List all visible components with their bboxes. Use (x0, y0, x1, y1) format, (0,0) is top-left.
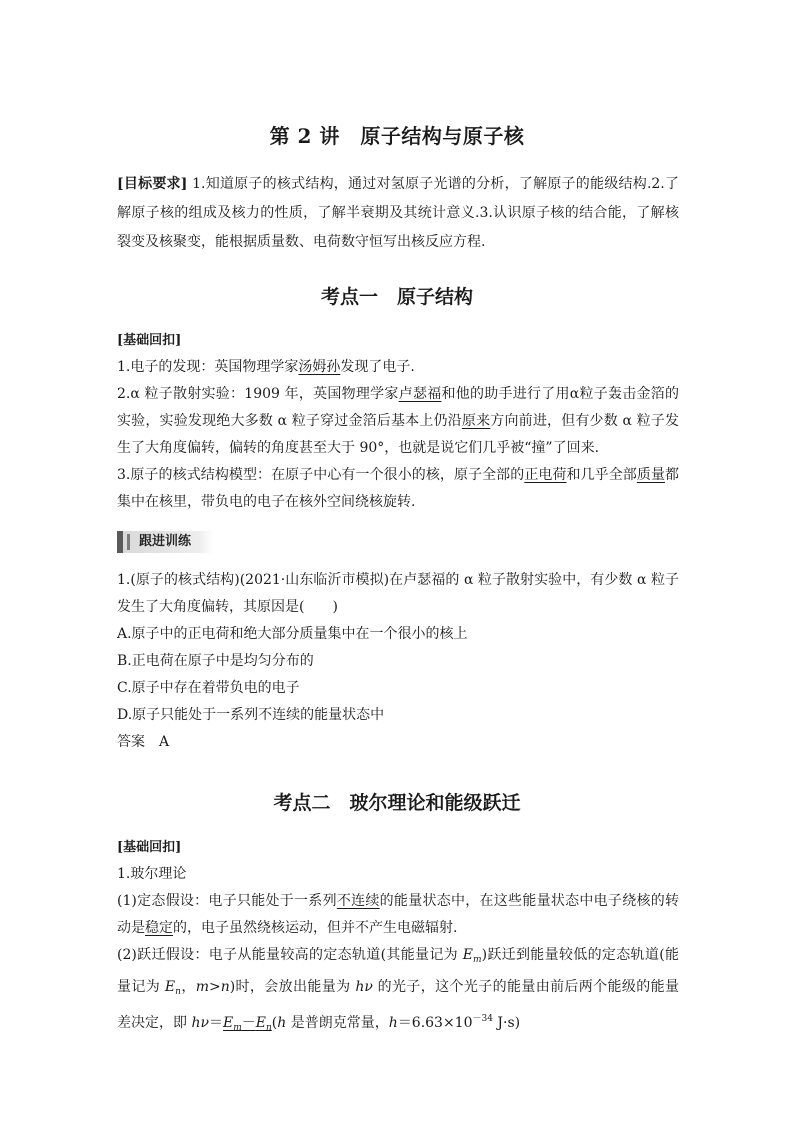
section2-basics (117, 834, 679, 1042)
option-c: C.原子中存在着带负电的电子 (117, 680, 300, 696)
section2-basics-tag: [基础回扣] (117, 840, 182, 855)
objectives-paragraph (117, 170, 679, 257)
section1-point2: 2.α 粒子散射实验：1909 年，英国物理学家卢瑟福和他的助手进行了用α粒子轰击金箔的实验，实验发现绝大多数 α 粒子穿过金箔后基本上仍沿原来方向前进，但有少数 α 粒子发生了大角度偏转，偏转的角度甚至大于 90°，也就是说它们几乎被“撞”了回来. (117, 386, 680, 456)
lecture-title: 第 2 讲 原子结构与原子核 (269, 124, 525, 148)
bohr-theory-heading: 1.玻尔理论 (117, 866, 187, 882)
section1-point1: 1.电子的发现：英国物理学家汤姆孙发现了电子. (117, 359, 415, 375)
objectives-tag: [目标要求] (117, 176, 188, 192)
option-a: A.原子中的正电荷和绝大部分质量集中在一个很小的核上 (117, 626, 468, 642)
transition-postulate: (2)跃迁假设：电子从能量较高的定态轨道(其能量记为 $E_m$)跃迁到能量较低的定态轨道(能量记为 $E_n$，m>n)时，会放出能量为 hν 的光子，这个光子的能量由前后两个能级的能量差决定，即 $h\nu=E_m-E_n(h$ 是普朗克常量，$h=6.63\times 10^{-34}$ J·s) (117, 947, 679, 1033)
option-b: B.正电荷在原子中是均匀分布的 (117, 653, 314, 669)
section1-basics (117, 327, 679, 516)
objectives-text: 1.知道原子的核式结构，通过对氢原子光谱的分析，了解原子的能级结构.2.了解原子核的组成及核力的性质，了解半衰期及其统计意义.3.认识原子核的结合能，了解核裂变及核聚变，能根据质量数、电荷数守恒写出核反应方程. (117, 176, 679, 250)
section1-heading: 考点一 原子结构 (320, 286, 473, 308)
training-question (117, 567, 679, 756)
training-label: 跟进训练 (139, 534, 192, 549)
question-stem: 1.(原子的核式结构)(2021·山东临沂市模拟)在卢瑟福的 α 粒子散射实验中，有少数 α 粒子发生了大角度偏转，其原因是( ) (117, 572, 679, 615)
section1-basics-tag: [基础回扣] (117, 333, 182, 348)
option-d: D.原子只能处于一系列不连续的能量状态中 (117, 707, 385, 723)
section1-point3: 3.原子的核式结构模型：在原子中心有一个很小的核，原子全部的正电荷和几乎全部质量都集中在核里，带负电的电子在核外空间绕核旋转. (117, 467, 680, 510)
stationary-state-postulate: (1)定态假设：电子只能处于一系列不连续的能量状态中，在这些能量状态中电子绕核的转动是稳定的，电子虽然绕核运动，但并不产生电磁辐射. (117, 893, 680, 936)
training-banner (117, 531, 213, 553)
section2-heading: 考点二 玻尔理论和能级跃迁 (273, 792, 521, 814)
banner-bar-decoration (127, 534, 130, 550)
answer: 答案 A (117, 734, 170, 750)
